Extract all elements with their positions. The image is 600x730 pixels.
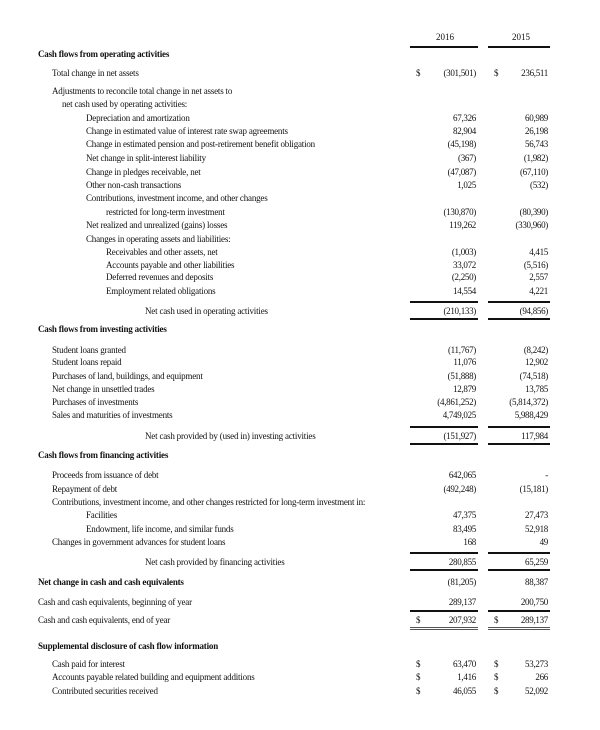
- row-label: Cash and cash equivalents, beginning of year: [38, 597, 192, 607]
- row-label: Net realized and unrealized (gains) losses: [86, 220, 228, 230]
- row-label: Repayment of debt: [52, 484, 118, 494]
- value-2016: 280,855: [448, 557, 476, 567]
- value-2016: (130,870): [443, 207, 476, 217]
- total-rule-bottom: [410, 569, 478, 571]
- section-heading-row: [0, 323, 600, 335]
- row-label: Student loans repaid: [52, 357, 122, 367]
- value-2016: (367): [458, 153, 476, 163]
- line-item-row: [0, 192, 600, 204]
- line-item-row: [0, 152, 600, 164]
- line-item-row: [0, 67, 600, 79]
- value-2016: 1,025: [457, 180, 476, 190]
- line-item-row: [0, 246, 600, 258]
- value-2015: 52,918: [525, 524, 548, 534]
- value-2016: (45,198): [447, 139, 476, 149]
- currency-symbol-2016: $: [416, 672, 421, 682]
- total-rule-top: [410, 426, 478, 428]
- total-rule-bottom: [410, 443, 478, 445]
- value-2016: 83,495: [453, 524, 476, 534]
- line-item-row: [0, 125, 600, 137]
- row-label: Cash paid for interest: [52, 659, 125, 669]
- row-label: Purchases of land, buildings, and equipment: [52, 371, 203, 381]
- value-2015: 52,092: [525, 686, 548, 696]
- row-label: Endowment, life income, and similar funds: [86, 524, 234, 534]
- total-rule-top: [488, 552, 550, 554]
- row-label: restricted for long-term investment: [106, 207, 225, 217]
- line-item-row: [0, 98, 600, 110]
- row-label: Receivables and other assets, net: [106, 247, 218, 257]
- line-item-row: [0, 344, 600, 356]
- value-2015: (5,814,372): [509, 397, 548, 407]
- value-2015: 117,984: [521, 431, 548, 441]
- row-label: Net cash provided by financing activities: [145, 557, 285, 567]
- row-label: Employment related obligations: [106, 286, 216, 296]
- value-2015: 60,989: [525, 113, 548, 123]
- row-label: Proceeds from issuance of debt: [52, 470, 159, 480]
- currency-symbol-2015: $: [494, 659, 499, 669]
- currency-symbol-2016: $: [416, 659, 421, 669]
- line-item-row: [0, 658, 600, 670]
- line-item-row: [0, 85, 600, 97]
- value-2016: (151,927): [443, 431, 476, 441]
- value-2016: 14,554: [453, 286, 476, 296]
- line-item-row: [0, 396, 600, 408]
- value-2015: 4,415: [529, 247, 548, 257]
- value-2015: 266: [535, 672, 548, 682]
- total-rule-top: [488, 301, 550, 303]
- row-label: Cash flows from financing activities: [38, 450, 169, 460]
- section-heading-row: [0, 449, 600, 461]
- value-2015: 27,473: [525, 510, 548, 520]
- line-item-row: [0, 206, 600, 218]
- value-2015: 5,988,429: [514, 410, 548, 420]
- line-item-row: [0, 138, 600, 150]
- value-2016: 119,262: [449, 220, 476, 230]
- line-item-row: [0, 166, 600, 178]
- row-label: Purchases of investments: [52, 397, 139, 407]
- value-2015: 236,511: [521, 68, 548, 78]
- value-2016: (4,861,252): [437, 397, 476, 407]
- row-label: Change in pledges receivable, net: [86, 167, 201, 177]
- value-2016: (492,248): [443, 484, 476, 494]
- row-label: Changes in government advances for student loans: [52, 537, 226, 547]
- value-2015: 26,198: [525, 126, 548, 136]
- row-label: Depreciation and amortization: [86, 113, 190, 123]
- value-2016: 642,065: [448, 470, 476, 480]
- value-2016: (47,087): [447, 167, 476, 177]
- value-2015: (5,516): [523, 260, 548, 270]
- total-rule-bottom: [488, 443, 550, 445]
- line-item-row: [0, 509, 600, 521]
- subtotal-row: [0, 556, 600, 568]
- value-2015: 2,557: [529, 272, 548, 282]
- section-heading-row: [0, 576, 600, 588]
- currency-symbol-2015: $: [494, 672, 499, 682]
- value-2016: 63,470: [453, 659, 476, 669]
- row-label: Cash and cash equivalents, end of year: [38, 615, 171, 625]
- value-2015: (94,856): [519, 306, 548, 316]
- line-item-row: [0, 112, 600, 124]
- row-label: Other non-cash transactions: [86, 180, 182, 190]
- line-item-row: [0, 219, 600, 231]
- line-item-row: [0, 409, 600, 421]
- currency-symbol-2015: $: [494, 68, 499, 78]
- value-2016: 33,072: [453, 260, 476, 270]
- value-2016: (210,133): [443, 306, 476, 316]
- row-label: Sales and maturities of investments: [52, 410, 173, 420]
- value-2015: 88,387: [525, 577, 548, 587]
- line-item-row: [0, 285, 600, 297]
- value-2015: (8,242): [523, 345, 548, 355]
- line-item-row: [0, 496, 600, 508]
- line-item-row: [0, 356, 600, 368]
- value-2015: 289,137: [520, 615, 548, 625]
- row-label: Facilities: [86, 510, 117, 520]
- total-rule-bottom: [488, 569, 550, 571]
- row-label: Adjustments to reconcile total change in net assets to: [52, 86, 233, 96]
- line-item-row: [0, 685, 600, 697]
- value-2015: (67,110): [519, 167, 548, 177]
- line-item-row: [0, 233, 600, 245]
- row-label: Contributions, investment income, and other changes: [86, 193, 268, 203]
- line-item-row: [0, 370, 600, 382]
- total-rule-top: [488, 426, 550, 428]
- currency-symbol-2016: $: [416, 68, 421, 78]
- value-2015: 53,273: [525, 659, 548, 669]
- row-label: Net cash provided by (used in) investing activities: [145, 431, 316, 441]
- section-heading-row: [0, 48, 600, 60]
- row-label: Student loans granted: [52, 345, 126, 355]
- line-item-row: [0, 383, 600, 395]
- row-label: Accounts payable and other liabilities: [106, 260, 235, 270]
- value-2016: 168: [463, 537, 476, 547]
- line-item-row: [0, 614, 600, 626]
- line-item-row: [0, 596, 600, 608]
- row-label: Cash flows from operating activities: [38, 49, 170, 59]
- subtotal-row: [0, 430, 600, 442]
- value-2016: 47,375: [453, 510, 476, 520]
- row-label: Total change in net assets: [52, 68, 139, 78]
- value-2015: 56,743: [525, 139, 548, 149]
- value-2015: 49: [539, 537, 548, 547]
- line-item-row: [0, 523, 600, 535]
- total-rule-bottom: [410, 318, 478, 320]
- line-item-row: [0, 259, 600, 271]
- row-label: Supplemental disclosure of cash flow information: [38, 641, 218, 651]
- column-header-2015: 2015: [512, 32, 530, 42]
- row-label: Net change in split-interest liability: [86, 153, 206, 163]
- total-rule-top: [488, 610, 550, 612]
- line-item-row: [0, 271, 600, 283]
- value-2015: 65,259: [525, 557, 548, 567]
- value-2016: (51,888): [447, 371, 476, 381]
- currency-symbol-2016: $: [416, 686, 421, 696]
- value-2016: 289,137: [448, 597, 476, 607]
- line-item-row: [0, 536, 600, 548]
- currency-symbol-2016: $: [416, 615, 421, 625]
- line-item-row: [0, 483, 600, 495]
- value-2015: (532): [530, 180, 548, 190]
- value-2016: 207,932: [448, 615, 476, 625]
- value-2016: 1,416: [457, 672, 476, 682]
- row-label: Net cash used in operating activities: [145, 306, 268, 316]
- value-2015: (80,390): [519, 207, 548, 217]
- value-2016: (11,767): [447, 345, 476, 355]
- value-2016: (2,250): [451, 272, 476, 282]
- value-2015: (330,960): [515, 220, 548, 230]
- row-label: Change in estimated value of interest rate swap agreements: [86, 126, 288, 136]
- value-2015: (15,181): [519, 484, 548, 494]
- value-2016: (1,003): [451, 247, 476, 257]
- row-label: Contributed securities received: [52, 686, 158, 696]
- value-2016: (301,501): [443, 68, 476, 78]
- total-rule-top: [410, 610, 478, 612]
- column-header-2016: 2016: [436, 32, 454, 42]
- value-2015: 200,750: [520, 597, 548, 607]
- value-2015: (74,518): [519, 371, 548, 381]
- value-2015: 12,902: [525, 357, 548, 367]
- line-item-row: [0, 179, 600, 191]
- line-item-row: [0, 671, 600, 683]
- value-2016: 12,879: [453, 384, 476, 394]
- currency-symbol-2015: $: [494, 686, 499, 696]
- value-2016: 4,749,025: [442, 410, 476, 420]
- value-2015: (1,982): [523, 153, 548, 163]
- value-2016: 46,055: [453, 686, 476, 696]
- value-2015: 4,221: [529, 286, 548, 296]
- row-label: net cash used by operating activities:: [62, 99, 188, 109]
- value-2016: 67,326: [453, 113, 476, 123]
- value-2015: 13,785: [525, 384, 548, 394]
- row-label: Changes in operating assets and liabilities:: [86, 234, 231, 244]
- row-label: Contributions, investment income, and other changes restricted for long-term investment in:: [52, 497, 366, 507]
- grand-total-double-rule: [488, 627, 550, 630]
- value-2016: 11,076: [453, 357, 476, 367]
- currency-symbol-2015: $: [494, 615, 499, 625]
- total-rule-top: [410, 301, 478, 303]
- row-label: Net change in cash and cash equivalents: [38, 577, 184, 587]
- section-heading-row: [0, 640, 600, 652]
- row-label: Change in estimated pension and post-retirement benefit obligation: [86, 139, 315, 149]
- row-label: Accounts payable related building and equipment additions: [52, 672, 255, 682]
- value-2015: -: [545, 470, 548, 480]
- total-rule-top: [410, 552, 478, 554]
- line-item-row: [0, 469, 600, 481]
- grand-total-double-rule: [410, 627, 478, 630]
- row-label: Net change in unsettled trades: [52, 384, 155, 394]
- row-label: Cash flows from investing activities: [38, 324, 167, 334]
- value-2016: (81,205): [447, 577, 476, 587]
- total-rule-bottom: [488, 318, 550, 320]
- value-2016: 82,904: [453, 126, 476, 136]
- row-label: Deferred revenues and deposits: [106, 272, 214, 282]
- subtotal-row: [0, 305, 600, 317]
